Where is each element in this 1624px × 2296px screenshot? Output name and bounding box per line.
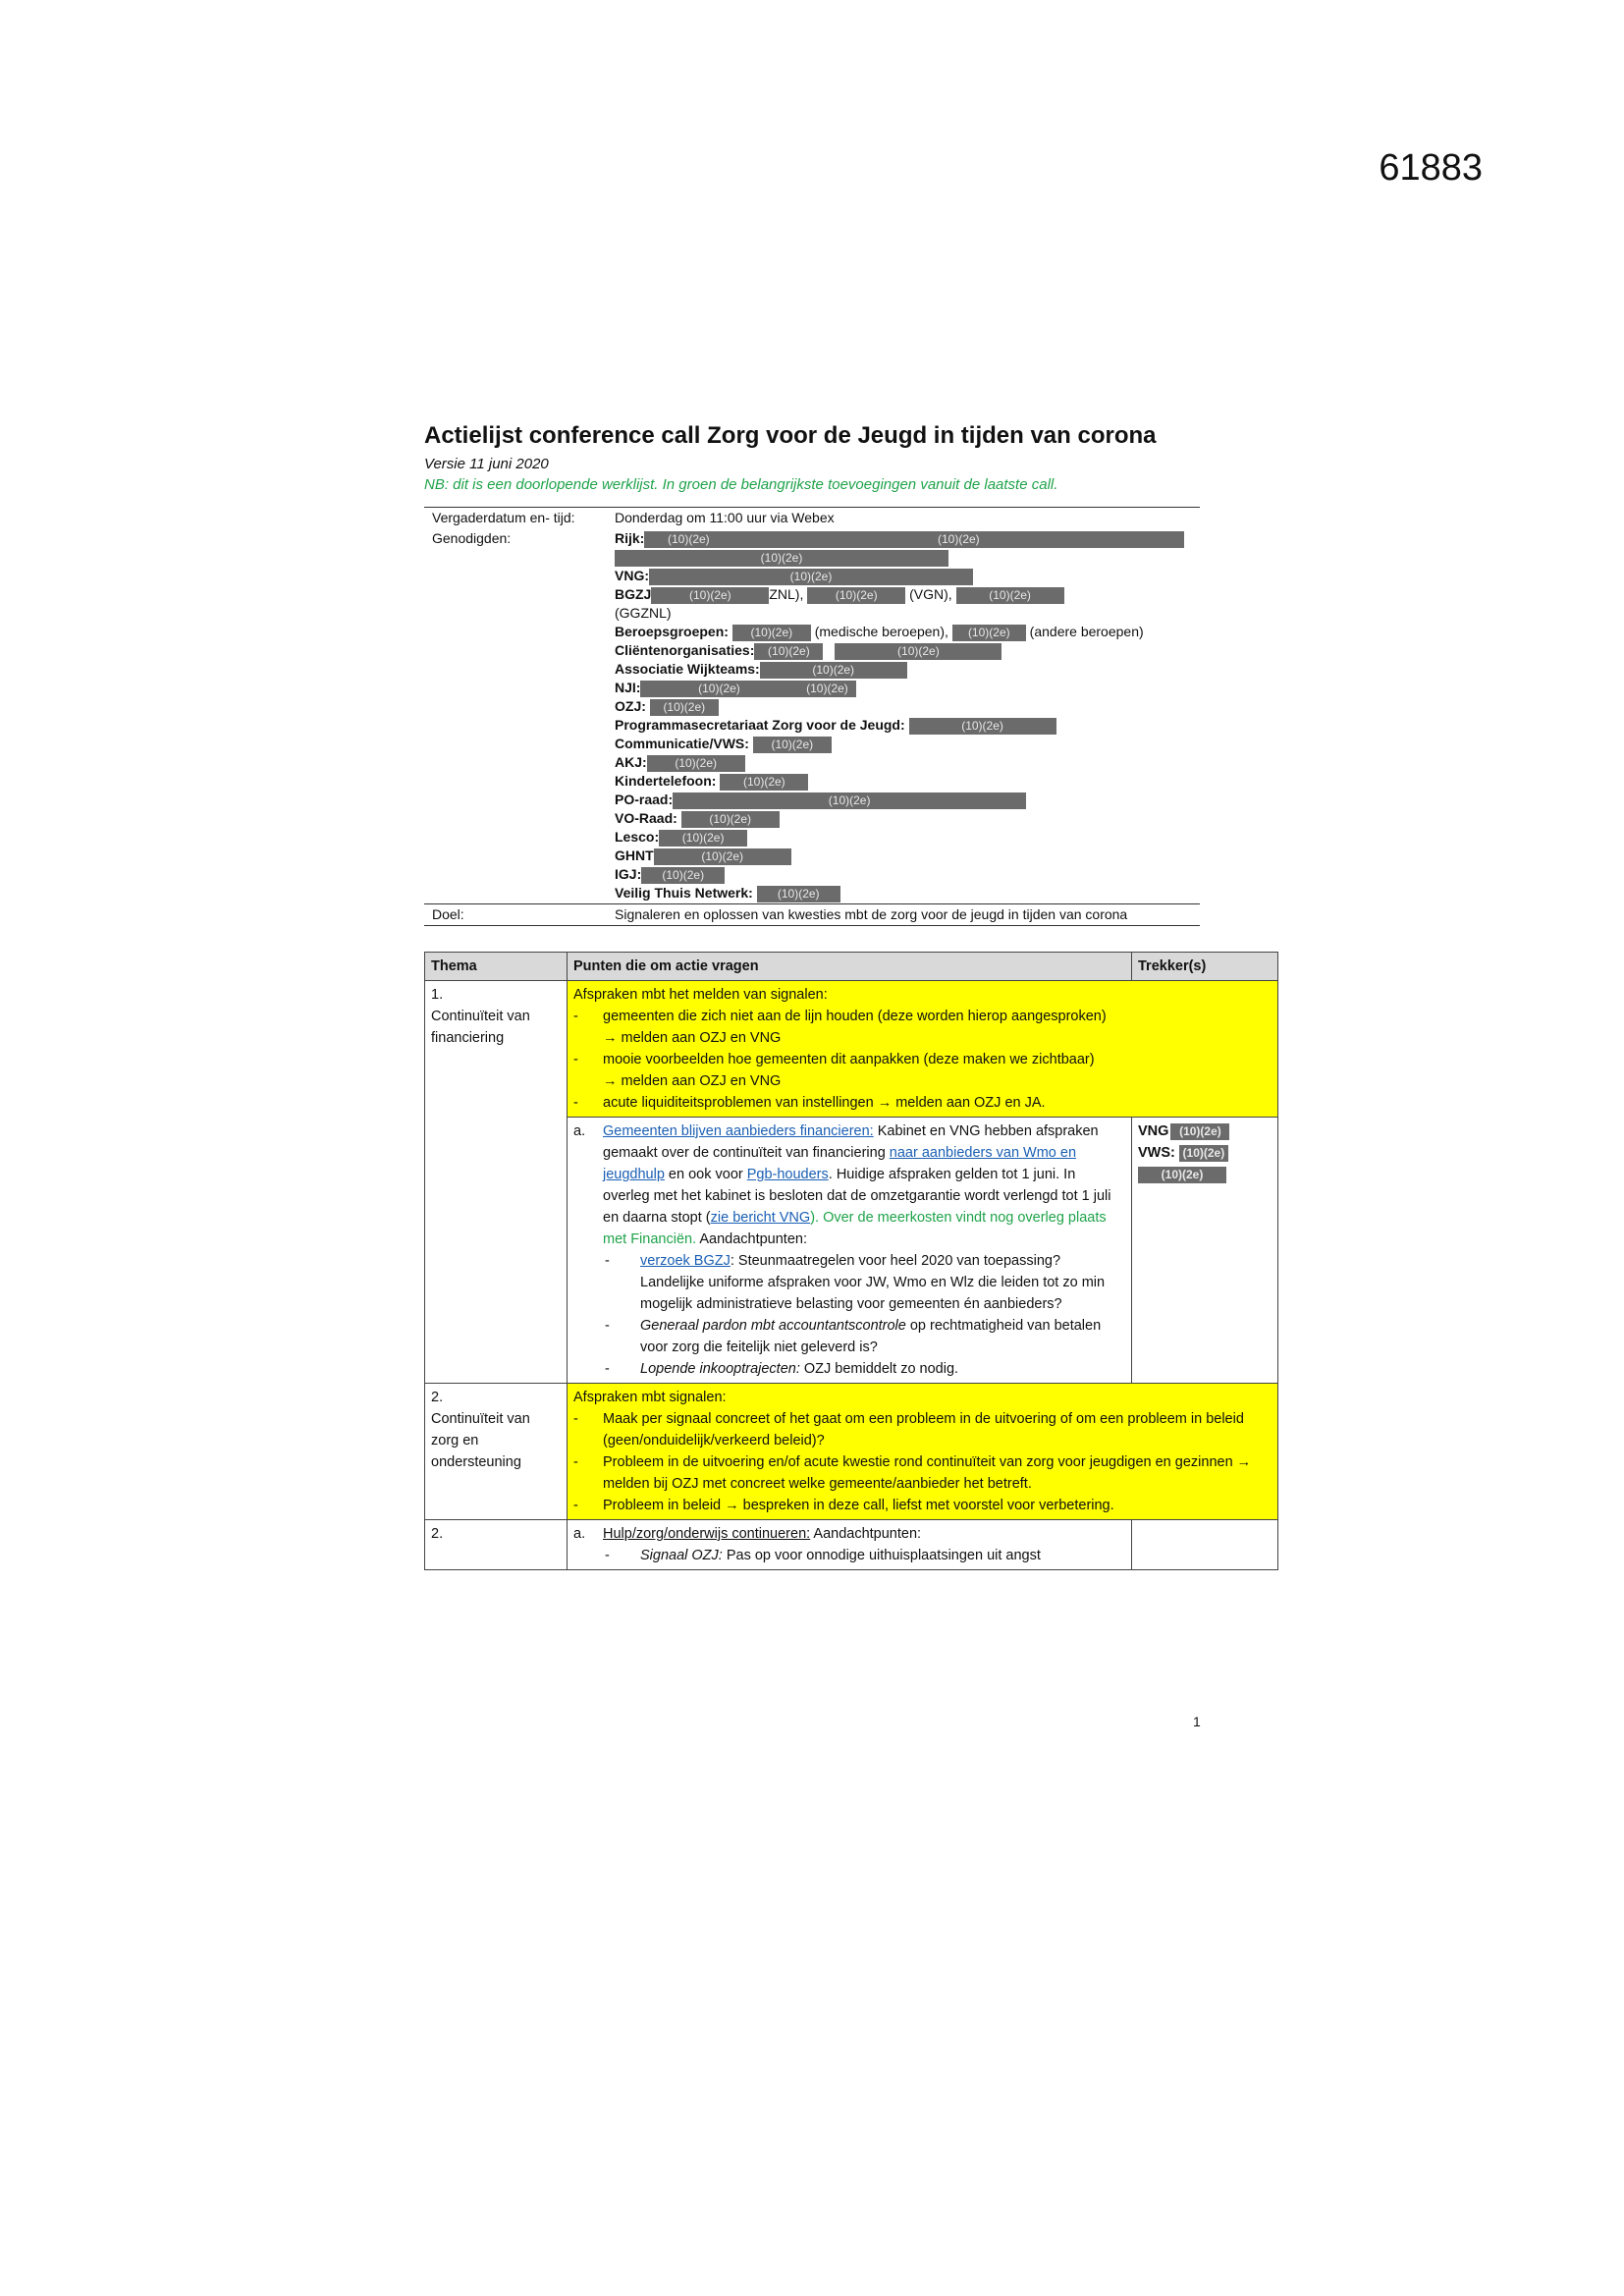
table-header-row <box>425 953 1278 981</box>
guest-row: Kindertelefoon: (10)(2e) <box>615 772 1192 791</box>
goal-label: Doel: <box>424 904 607 926</box>
guest-row: Programmasecretariaat Zorg voor de Jeugd: (10)(2e) <box>615 716 1192 735</box>
trekker-cell <box>1132 1520 1278 1570</box>
guest-row: (GGZNL) <box>615 605 672 621</box>
goal-value: Signaleren en oplossen van kwesties mbt de zorg voor de jeugd in tijden van corona <box>607 904 1200 926</box>
link-wmo-jeugdhulp[interactable]: naar aanbieders van Wmo en jeugdhulp <box>603 1145 1077 1182</box>
meeting-info-table <box>424 507 1200 926</box>
theme-cell: 2. Continuïteit van zorg en ondersteuning <box>425 1384 568 1520</box>
link-verzoek-bgzj[interactable]: verzoek BGZJ <box>640 1253 731 1269</box>
guest-row: Cliëntenorganisaties: (10)(2e) (10)(2e) <box>615 641 1192 660</box>
header-trekkers: Trekker(s) <box>1132 953 1278 981</box>
guest-row: Beroepsgroepen: (10)(2e) (medische beroepen), (10)(2e) (andere beroepen) <box>615 624 1144 639</box>
link-pgb-houders[interactable]: Pgb-houders <box>746 1167 829 1182</box>
header-thema: Thema <box>425 953 568 981</box>
guest-row: AKJ: (10)(2e) <box>615 753 1192 772</box>
link-gemeenten-financieren[interactable]: Gemeenten blijven aanbieders financieren: <box>603 1123 874 1139</box>
document-title: Actielijst conference call Zorg voor de Jeugd in tijden van corona <box>424 422 1157 449</box>
theme-cell: 2. <box>425 1520 568 1570</box>
guest-row: BGZJ (10)(2e) ZNL), (10)(2e) (VGN), (10)(2e) <box>615 585 1192 604</box>
guest-row: PO-raad: (10)(2e) <box>615 791 1192 809</box>
invited-list <box>607 528 1200 904</box>
trekker-cell: VNG (10)(2e) VWS: (10)(2e) (10)(2e) <box>1132 1118 1278 1384</box>
guest-row: NJI: (10)(2e) (10)(2e) <box>615 679 1192 697</box>
guest-row: Lesco: (10)(2e) <box>615 828 1192 847</box>
document-number: 61883 <box>1379 147 1483 189</box>
action-point-cell: a. Gemeenten blijven aanbieders financieren: Kabinet en VNG hebben afspraken gemaakt over de continuïteit van financiering naar aanbieders van Wmo en jeugdhulp en ook voor Pgb-houders. Huidige afspraken gelden tot 1 juni. In overleg met het kabinet is besloten dat de omzetgarantie wordt verlengd tot 1 juli en daarna stopt (zie bericht VNG). Over de meerkosten vindt nog overleg plaats met Financiën. Aandachtpunten: - verzoek BGZJ: Steunmaatregelen voor heel 2020 van toepassing? Landelijke uniforme afspraken voor JW, Wmo en Wlz die leiden tot zo min mogelijk administratieve belasting voor gemeenten én aanbieders? - Generaal pardon mbt accountantscontrole op rechtmatigheid van betalen voor zorg die feitelijk niet geleverd is? - Lopende inkooptrajecten: OZJ bemiddelt zo nodig. <box>568 1118 1132 1384</box>
version-line: Versie 11 juni 2020 <box>424 456 549 472</box>
signals-agreements-cell: Afspraken mbt signalen: - Maak per signaal concreet of het gaat om een probleem in de uitvoering of om een probleem in beleid (geen/onduidelijk/verkeerd beleid)? - Probleem in de uitvoering en/of acute kwestie rond continuïteit van zorg voor jeugdigen en gezinnen → melden bij OZJ met concreet welke gemeente/aanbieder het betreft. - Probleem in beleid → bespreken in deze call, liefst met voorstel voor verbetering. <box>568 1384 1278 1520</box>
document-page <box>424 422 1278 1570</box>
action-point-cell: a. Hulp/zorg/onderwijs continueren: Aandachtpunten: - Signaal OZJ: Pas op voor onnodige uithuisplaatsingen uit angst <box>568 1520 1132 1570</box>
guest-row: Rijk: (10)(2e) (10)(2e) <box>615 529 1192 548</box>
note-line: NB: dit is een doorlopende werklijst. In groen de belangrijkste toevoegingen vanuit de laatste call. <box>424 476 1058 493</box>
table-row <box>425 981 1278 1118</box>
page-number: 1 <box>1193 1714 1201 1729</box>
guest-row: (10)(2e) <box>615 548 1192 567</box>
guest-row: Veilig Thuis Netwerk: (10)(2e) <box>615 884 1192 902</box>
guest-row: IGJ: (10)(2e) <box>615 865 1192 884</box>
invited-label: Genodigden: <box>432 530 512 546</box>
header-punten: Punten die om actie vragen <box>568 953 1132 981</box>
action-table <box>424 952 1278 1570</box>
guest-row: VO-Raad: (10)(2e) <box>615 809 1192 828</box>
date-label: Vergaderdatum en- tijd: <box>424 508 607 529</box>
guest-row: GHNT (10)(2e) <box>615 847 1192 865</box>
table-row <box>425 1520 1278 1570</box>
guest-row: Associatie Wijkteams: (10)(2e) <box>615 660 1192 679</box>
guest-row: VNG: (10)(2e) <box>615 567 1192 585</box>
date-value: Donderdag om 11:00 uur via Webex <box>607 508 1200 529</box>
guest-row: OZJ: (10)(2e) <box>615 697 1192 716</box>
table-row <box>425 1384 1278 1520</box>
link-bericht-vng[interactable]: zie bericht VNG <box>710 1210 811 1226</box>
theme-cell: 1. Continuïteit van financiering <box>425 981 568 1384</box>
guest-row: Communicatie/VWS: (10)(2e) <box>615 735 1192 753</box>
signals-agreements-cell: Afspraken mbt het melden van signalen: - gemeenten die zich niet aan de lijn houden (deze worden hierop aangesproken) → melden aan OZJ en VNG - mooie voorbeelden hoe gemeenten dit aanpakken (deze maken we zichtbaar) → melden aan OZJ en VNG - acute liquiditeitsproblemen van instellingen → melden aan OZJ en JA. <box>568 981 1278 1118</box>
link-hulp-continueren[interactable]: Hulp/zorg/onderwijs continueren: <box>603 1526 811 1542</box>
